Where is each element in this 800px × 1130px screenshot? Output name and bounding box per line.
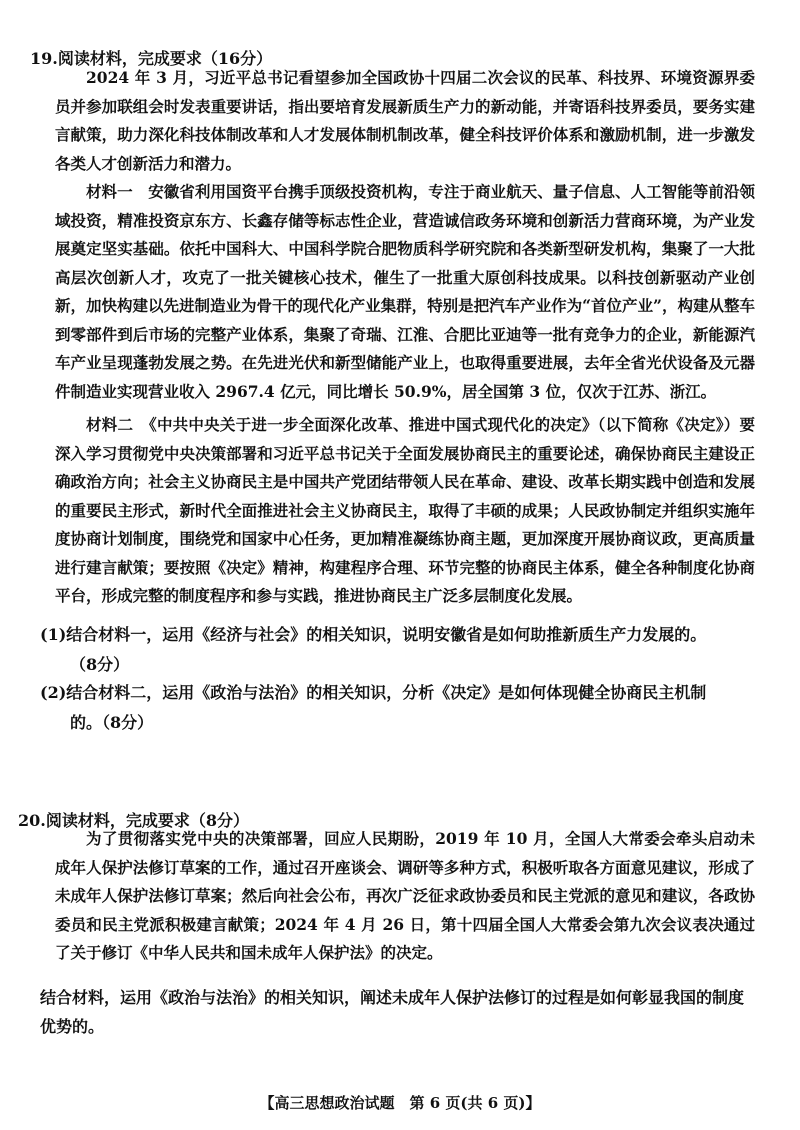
q19-material-1: 材料一 安徽省利用国资平台携手顶级投资机构，专注于商业航天、量子信息、人工智能等前沿领域投资，精准投资京东方、长鑫存储等标志性企业，营造诚信政务环境和创新活力营商环境，为产业发展奠定坚实基础。依托中国科大、中国科学院合肥物质科学研究院和各类新型研发机构，集聚了一大批高层次创新人才，攻克了一批关键核心技术，催生了一批重大原创科技成果。以科技创新驱动产业创新，加快构建以先进制造业为骨干的现代化产业集群，特别是把汽车产业作为“首位产业”，构建从整车到零部件到后市场的完整产业体系，集聚了奇瑞、江淮、合肥比亚迪等一批有竞争力的企业，新能源汽车产业呈现蓬勃发展之势。在先进光伏和新型储能产业上，也取得重要进展，去年全省光伏设备及元器件制造业实现营业收入 2967.4 亿元，同比增长 50.9%，居全国第 3 位，仅次于江苏、浙江。 [55,182,755,401]
q19-requirement-2 [40,678,760,738]
q19-intro: 2024 年 3 月，习近平总书记看望参加全国政协十四届二次会议的民革、科技界、环境资源界委员并参加联组会时发表重要讲话，指出要培育发展新质生产力的新动能，并寄语科技界委员，要务实建言献策，助力深化科技体制改革和人才发展体制机制改革，健全科技评价体系和激励机制，进一步激发各类人才创新活力和潜力。 [55,68,755,173]
q19-material-2: 材料二 《中共中央关于进一步全面深化改革、推进中国式现代化的决定》（以下简称《决定》）要深入学习贯彻党中央决策部署和习近平总书记关于全面发展协商民主的重要论述，确保协商民主建设正确政治方向；社会主义协商民主是中国共产党团结带领人民在革命、建设、改革长期实践中创造和发展的重要民主形式，新时代全面推进社会主义协商民主，取得了丰硕的成果；人民政协制定并组织实施年度协商计划制度，围绕党和国家中心任务，更加精准凝练协商主题，更加深度开展协商议政，更高质量进行建言献策；要按照《决定》精神，构建程序合理、环节完整的协商民主体系，健全各种制度化协商平台，形成完整的制度程序和参与实践，推进协商民主广泛多层制度化发展。 [55,415,755,605]
page-footer: 【高三思想政治试题 第 6 页(共 6 页)】 [259,1094,541,1112]
q19-requirement-1 [40,620,760,680]
q20-requirement: 结合材料，运用《政治与法治》的相关知识，阐述未成年人保护法修订的过程是如何彰显我国的制度优势的。 [40,988,745,1036]
q19-req1-line1: (1)结合材料一，运用《经济与社会》的相关知识，说明安徽省是如何助推新质生产力发展的。 [40,625,707,644]
q19-req2-line1: (2)结合材料二，运用《政治与法治》的相关知识，分析《决定》是如何体现健全协商民主机制 [40,683,707,702]
q20-body: 为了贯彻落实党中央的决策部署，回应人民期盼，2019 年 10 月，全国人大常委会牵头启动未成年人保护法修订草案的工作，通过召开座谈会、调研等多种方式，积极听取各方面意见建议，形成了未成年人保护法修订草案；然后向社会公布，再次广泛征求政协委员和民主党派的意见和建议，各政协委员和民主党派积极建言献策；2024 年 4 月 26 日，第十四届全国人大常委会第九次会议表决通过了关于修订《中华人民共和国未成年人保护法》的决定。 [55,829,755,962]
q19-req1-line2: （8分） [70,655,130,674]
q20-title: 20.阅读材料，完成要求（8分） [18,811,249,830]
q19-title: 19.阅读材料，完成要求（16分） [30,49,273,68]
q19-req2-line2: 的。（8分） [70,713,154,732]
